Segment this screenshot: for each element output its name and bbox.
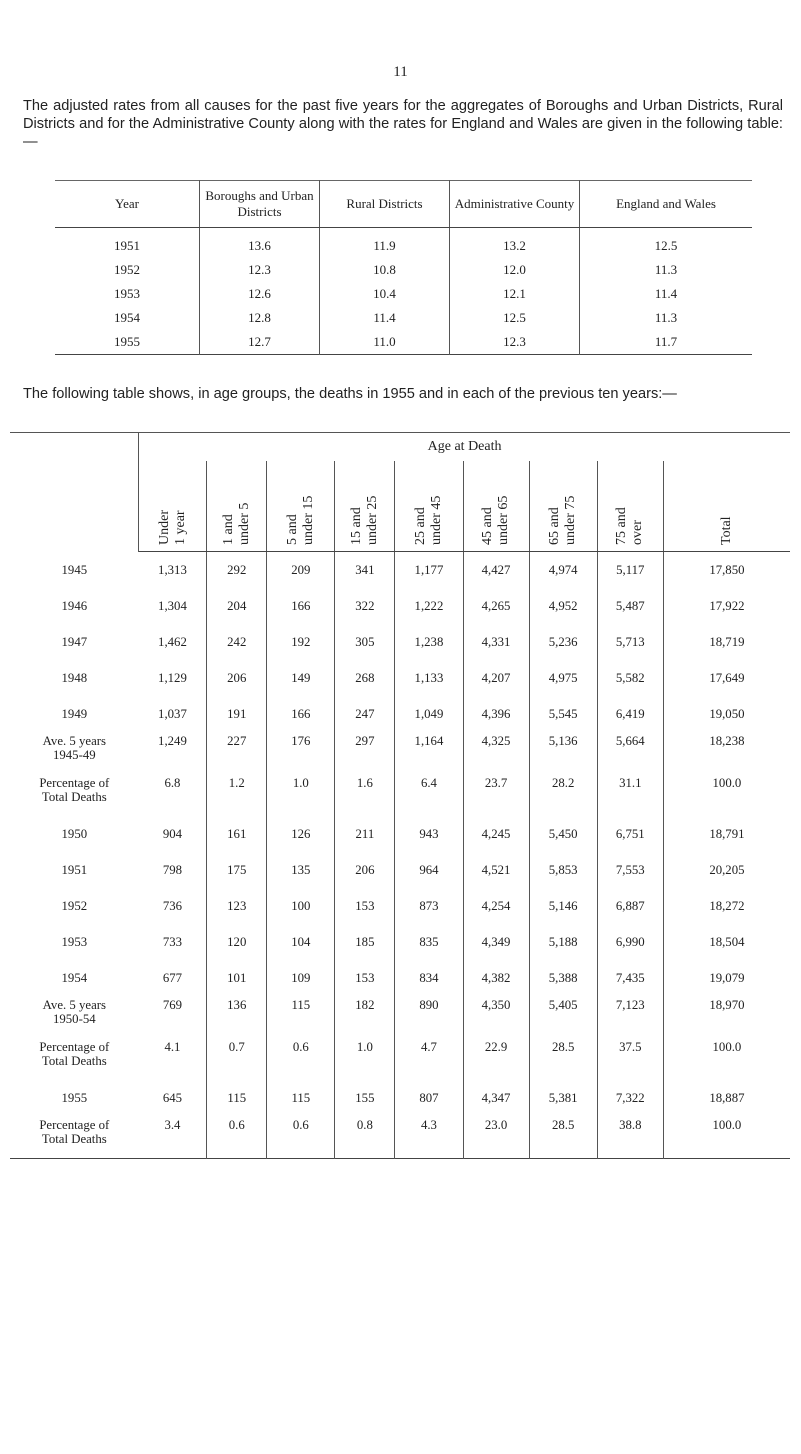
deaths-table-cell: 0.6 xyxy=(267,1038,335,1080)
rates-table-row xyxy=(55,306,752,330)
deaths-table-cell: 136 xyxy=(207,996,267,1038)
deaths-table-cell: 242 xyxy=(207,624,267,660)
deaths-table-cell: 904 xyxy=(162,826,183,841)
deaths-table-cell: 7,435 xyxy=(597,960,663,996)
deaths-table-row xyxy=(10,552,790,589)
deaths-table-cell: 341 xyxy=(335,552,395,589)
deaths-table-cell: 1,249 xyxy=(158,734,187,748)
deaths-table-cell: 38.8 xyxy=(597,1116,663,1159)
deaths-table-cell: 115 xyxy=(267,996,335,1038)
deaths-table-row xyxy=(10,732,790,774)
age-group-header xyxy=(529,461,597,552)
rates-table-cell: 11.3 xyxy=(580,306,753,330)
age-group-label: 5 and under 15 xyxy=(284,495,316,545)
deaths-table-cell: 5,236 xyxy=(529,624,597,660)
deaths-table-cell: 227 xyxy=(207,732,267,774)
deaths-table-cell: 798 xyxy=(162,862,183,877)
rates-table-cell: 11.7 xyxy=(580,330,753,355)
rates-table-cell: 13.2 xyxy=(450,228,580,259)
deaths-table-cell: 1,222 xyxy=(395,588,463,624)
age-group-label: 25 and under 45 xyxy=(412,495,444,545)
deaths-table-cell: 115 xyxy=(267,1080,335,1116)
deaths-group-header-row xyxy=(10,433,790,462)
age-group-header xyxy=(267,461,335,552)
deaths-table-cell: 645 xyxy=(162,1090,183,1105)
deaths-table-cell: 305 xyxy=(335,624,395,660)
deaths-table-cell: 4,245 xyxy=(463,816,529,852)
deaths-table-cell: 4,347 xyxy=(463,1080,529,1116)
rates-table-cell: 10.8 xyxy=(320,258,450,282)
row-label: Ave. 5 years 1945-49 xyxy=(42,734,106,762)
age-group-label: 1 and under 5 xyxy=(220,502,252,545)
rates-table-cell: 10.4 xyxy=(320,282,450,306)
deaths-table-cell: 211 xyxy=(335,816,395,852)
deaths-table-cell: 4,325 xyxy=(463,732,529,774)
deaths-table-cell: 18,719 xyxy=(663,624,790,660)
deaths-table-cell: 100.0 xyxy=(663,1038,790,1080)
deaths-table-cell: 155 xyxy=(335,1080,395,1116)
deaths-table-cell: 175 xyxy=(207,852,267,888)
header-admin-county: Administrative County xyxy=(450,181,580,228)
age-group-header xyxy=(597,461,663,552)
deaths-table-cell: 18,504 xyxy=(663,924,790,960)
age-group-label: Total xyxy=(718,516,734,545)
rates-table-cell: 1953 xyxy=(114,286,140,301)
deaths-table-cell: 4,521 xyxy=(463,852,529,888)
deaths-table-cell: 17,649 xyxy=(663,660,790,696)
age-group-label: 65 and under 75 xyxy=(547,495,579,545)
deaths-table-cell: 4.1 xyxy=(164,1040,181,1054)
deaths-table-cell: 126 xyxy=(267,816,335,852)
deaths-table-row xyxy=(10,960,790,996)
rates-table-row xyxy=(55,258,752,282)
deaths-table-cell: 100 xyxy=(267,888,335,924)
deaths-table-cell: 4,396 xyxy=(463,696,529,732)
deaths-table-cell: 1,313 xyxy=(158,562,187,577)
deaths-table-cell: 31.1 xyxy=(597,774,663,816)
rates-table-row xyxy=(55,228,752,259)
deaths-table-cell: 18,791 xyxy=(663,816,790,852)
header-year: Year xyxy=(55,181,200,228)
deaths-table-cell: 0.7 xyxy=(207,1038,267,1080)
deaths-table-cell: 4,331 xyxy=(463,624,529,660)
deaths-table-cell: 4,265 xyxy=(463,588,529,624)
deaths-table-cell: 18,238 xyxy=(663,732,790,774)
row-label: Percentage of Total Deaths xyxy=(39,776,110,804)
deaths-table-cell: 1,037 xyxy=(158,706,187,721)
rates-table-cell: 13.6 xyxy=(200,228,320,259)
row-label: Percentage of Total Deaths xyxy=(39,1040,110,1068)
deaths-table-cell: 191 xyxy=(207,696,267,732)
deaths-table-cell: 3.4 xyxy=(164,1118,181,1132)
row-label: 1948 xyxy=(61,671,88,685)
age-group-header xyxy=(207,461,267,552)
rates-table-body xyxy=(55,228,752,355)
deaths-table-cell: 4,427 xyxy=(463,552,529,589)
deaths-table-cell: 4.7 xyxy=(395,1038,463,1080)
deaths-table-row xyxy=(10,624,790,660)
deaths-table-cell: 834 xyxy=(395,960,463,996)
deaths-table-cell: 104 xyxy=(267,924,335,960)
row-label: 1953 xyxy=(61,935,88,949)
rates-table-header xyxy=(55,181,752,228)
deaths-table-cell: 1,164 xyxy=(395,732,463,774)
deaths-table-cell: 1.2 xyxy=(207,774,267,816)
rates-table-cell: 1955 xyxy=(114,334,140,349)
deaths-table-cell: 4,975 xyxy=(529,660,597,696)
rates-table-cell: 11.0 xyxy=(320,330,450,355)
deaths-table-cell: 5,545 xyxy=(529,696,597,732)
rates-table xyxy=(55,180,752,355)
deaths-table-cell: 1.0 xyxy=(267,774,335,816)
deaths-table-cell: 873 xyxy=(395,888,463,924)
rates-table-row xyxy=(55,330,752,355)
deaths-table-cell: 7,553 xyxy=(597,852,663,888)
deaths-table-cell: 135 xyxy=(267,852,335,888)
deaths-table-row xyxy=(10,1038,790,1080)
row-label: 1952 xyxy=(61,899,88,913)
deaths-table-cell: 7,322 xyxy=(597,1080,663,1116)
deaths-table-cell: 101 xyxy=(207,960,267,996)
deaths-table-cell: 0.6 xyxy=(207,1116,267,1159)
row-label: 1955 xyxy=(61,1091,88,1105)
header-england-wales: England and Wales xyxy=(580,181,753,228)
deaths-table-cell: 28.5 xyxy=(529,1038,597,1080)
deaths-table-cell: 28.2 xyxy=(529,774,597,816)
deaths-table-cell: 5,388 xyxy=(529,960,597,996)
deaths-table-cell: 5,487 xyxy=(597,588,663,624)
deaths-table-cell: 22.9 xyxy=(463,1038,529,1080)
deaths-table-cell: 807 xyxy=(395,1080,463,1116)
deaths-table-cell: 120 xyxy=(207,924,267,960)
rates-table-cell: 12.6 xyxy=(200,282,320,306)
deaths-table-cell: 1.6 xyxy=(335,774,395,816)
age-group-header xyxy=(663,461,790,552)
deaths-table-cell: 4,952 xyxy=(529,588,597,624)
rates-table-cell: 12.5 xyxy=(580,228,753,259)
age-group-header xyxy=(395,461,463,552)
row-label: 1954 xyxy=(61,971,88,985)
deaths-table-cell: 5,450 xyxy=(529,816,597,852)
deaths-table-cell: 37.5 xyxy=(597,1038,663,1080)
deaths-table-cell: 6,887 xyxy=(597,888,663,924)
deaths-table-row xyxy=(10,774,790,816)
deaths-table-cell: 964 xyxy=(395,852,463,888)
deaths-table-cell: 733 xyxy=(162,934,183,949)
deaths-table-cell: 247 xyxy=(335,696,395,732)
deaths-table-cell: 109 xyxy=(267,960,335,996)
deaths-table-row xyxy=(10,660,790,696)
deaths-table-cell: 185 xyxy=(335,924,395,960)
rates-table-cell: 12.0 xyxy=(450,258,580,282)
deaths-table-cell: 204 xyxy=(207,588,267,624)
deaths-table-cell: 890 xyxy=(395,996,463,1038)
deaths-table-body xyxy=(10,552,790,1159)
deaths-table-cell: 4,974 xyxy=(529,552,597,589)
deaths-table-cell: 19,050 xyxy=(663,696,790,732)
deaths-table-cell: 835 xyxy=(395,924,463,960)
deaths-table-cell: 1,462 xyxy=(158,634,187,649)
rates-table-cell: 12.7 xyxy=(200,330,320,355)
row-label: 1951 xyxy=(61,863,88,877)
deaths-table-cell: 5,664 xyxy=(597,732,663,774)
rates-table-cell: 12.3 xyxy=(200,258,320,282)
deaths-table-cell: 677 xyxy=(162,970,183,985)
deaths-table xyxy=(10,432,790,1159)
rates-table-row xyxy=(55,282,752,306)
deaths-table-cell: 115 xyxy=(207,1080,267,1116)
deaths-table-cell: 5,853 xyxy=(529,852,597,888)
deaths-table-row xyxy=(10,996,790,1038)
deaths-table-cell: 19,079 xyxy=(663,960,790,996)
deaths-table-cell: 769 xyxy=(162,998,183,1012)
rates-table-cell: 12.5 xyxy=(450,306,580,330)
deaths-table-cell: 149 xyxy=(267,660,335,696)
deaths-table-row xyxy=(10,1080,790,1116)
deaths-table-cell: 1,238 xyxy=(395,624,463,660)
deaths-table-cell: 5,136 xyxy=(529,732,597,774)
age-group-header xyxy=(463,461,529,552)
deaths-table-cell: 161 xyxy=(207,816,267,852)
deaths-table-cell: 0.6 xyxy=(267,1116,335,1159)
deaths-table-cell: 5,117 xyxy=(597,552,663,589)
header-boroughs: Boroughs and Urban Districts xyxy=(200,181,320,228)
deaths-table-cell: 5,405 xyxy=(529,996,597,1038)
deaths-table-row xyxy=(10,696,790,732)
label-column-header xyxy=(10,433,139,552)
deaths-table-cell: 5,713 xyxy=(597,624,663,660)
deaths-table-cell: 153 xyxy=(335,888,395,924)
deaths-table-cell: 209 xyxy=(267,552,335,589)
row-label: 1949 xyxy=(61,707,88,721)
deaths-table-cell: 17,922 xyxy=(663,588,790,624)
rates-table-cell: 1951 xyxy=(114,238,140,253)
deaths-table-cell: 206 xyxy=(207,660,267,696)
deaths-table-cell: 5,381 xyxy=(529,1080,597,1116)
deaths-table-cell: 182 xyxy=(335,996,395,1038)
deaths-table-cell: 292 xyxy=(207,552,267,589)
deaths-table-cell: 6.8 xyxy=(164,776,181,790)
deaths-table-cell: 943 xyxy=(395,816,463,852)
rates-table-cell: 1954 xyxy=(114,310,140,325)
deaths-table-cell: 100.0 xyxy=(663,1116,790,1159)
age-group-label: 15 and under 25 xyxy=(348,495,380,545)
rates-table-cell: 11.9 xyxy=(320,228,450,259)
deaths-table-cell: 153 xyxy=(335,960,395,996)
deaths-table-cell: 0.8 xyxy=(335,1116,395,1159)
deaths-table-cell: 206 xyxy=(335,852,395,888)
deaths-table-cell: 4,350 xyxy=(463,996,529,1038)
intro-paragraph: The adjusted rates from all causes for the past five years for the aggregates of Boroughs and Urban Districts, Rural Districts and for the Administrative County along with the rates for England and Wales are given in the following table:— xyxy=(23,98,783,150)
deaths-table-cell: 176 xyxy=(267,732,335,774)
deaths-table-cell: 23.0 xyxy=(463,1116,529,1159)
deaths-table-cell: 6,751 xyxy=(597,816,663,852)
intro2-paragraph: The following table shows, in age groups, the deaths in 1955 and in each of the previous ten years:— xyxy=(23,386,677,402)
deaths-table-cell: 5,582 xyxy=(597,660,663,696)
deaths-table-cell: 1,304 xyxy=(158,598,187,613)
deaths-table-cell: 1,129 xyxy=(158,670,187,685)
deaths-table-cell: 1,177 xyxy=(395,552,463,589)
deaths-table-row xyxy=(10,588,790,624)
deaths-table-row xyxy=(10,1116,790,1159)
deaths-table-row xyxy=(10,924,790,960)
deaths-table-cell: 6.4 xyxy=(395,774,463,816)
deaths-table-cell: 28.5 xyxy=(529,1116,597,1159)
deaths-table-cell: 736 xyxy=(162,898,183,913)
row-label: Percentage of Total Deaths xyxy=(39,1118,110,1146)
age-group-header xyxy=(335,461,395,552)
row-label: Ave. 5 years 1950-54 xyxy=(42,998,106,1026)
deaths-table-cell: 17,850 xyxy=(663,552,790,589)
age-group-label: 45 and under 65 xyxy=(480,495,512,545)
age-group-header xyxy=(139,461,207,552)
deaths-table-cell: 192 xyxy=(267,624,335,660)
deaths-table-cell: 5,188 xyxy=(529,924,597,960)
deaths-table-row xyxy=(10,852,790,888)
deaths-table-cell: 7,123 xyxy=(597,996,663,1038)
deaths-table-cell: 20,205 xyxy=(663,852,790,888)
deaths-table-cell: 1,049 xyxy=(395,696,463,732)
rates-table-cell: 1952 xyxy=(114,262,140,277)
deaths-table-cell: 1,133 xyxy=(395,660,463,696)
deaths-table-row xyxy=(10,816,790,852)
rates-table-cell: 11.3 xyxy=(580,258,753,282)
deaths-table-cell: 4.3 xyxy=(395,1116,463,1159)
deaths-table-cell: 4,207 xyxy=(463,660,529,696)
rates-table-cell: 11.4 xyxy=(320,306,450,330)
rates-table-cell: 11.4 xyxy=(580,282,753,306)
deaths-table-cell: 23.7 xyxy=(463,774,529,816)
deaths-table-cell: 1.0 xyxy=(335,1038,395,1080)
deaths-table-cell: 322 xyxy=(335,588,395,624)
age-group-label: Under 1 year xyxy=(156,510,188,545)
deaths-table-cell: 18,970 xyxy=(663,996,790,1038)
deaths-table-cell: 6,419 xyxy=(597,696,663,732)
deaths-table-cell: 166 xyxy=(267,696,335,732)
deaths-table-cell: 18,887 xyxy=(663,1080,790,1116)
age-at-death-header: Age at Death xyxy=(427,439,502,454)
deaths-table-cell: 4,254 xyxy=(463,888,529,924)
deaths-table-row xyxy=(10,888,790,924)
row-label: 1950 xyxy=(61,827,88,841)
deaths-table-cell: 4,382 xyxy=(463,960,529,996)
deaths-table-cell: 268 xyxy=(335,660,395,696)
deaths-table-cell: 6,990 xyxy=(597,924,663,960)
deaths-table-cell: 18,272 xyxy=(663,888,790,924)
age-group-label: 75 and over xyxy=(614,507,646,545)
page-number: 11 xyxy=(393,64,408,80)
row-label: 1945 xyxy=(61,562,88,577)
deaths-table-cell: 123 xyxy=(207,888,267,924)
row-label: 1946 xyxy=(61,599,88,613)
deaths-table-cell: 297 xyxy=(335,732,395,774)
rates-table-cell: 12.3 xyxy=(450,330,580,355)
row-label: 1947 xyxy=(61,635,88,649)
deaths-table-cell: 100.0 xyxy=(663,774,790,816)
rates-table-cell: 12.1 xyxy=(450,282,580,306)
header-rural: Rural Districts xyxy=(320,181,450,228)
rates-table-cell: 12.8 xyxy=(200,306,320,330)
deaths-table-cell: 166 xyxy=(267,588,335,624)
deaths-table-cell: 5,146 xyxy=(529,888,597,924)
deaths-table-cell: 4,349 xyxy=(463,924,529,960)
